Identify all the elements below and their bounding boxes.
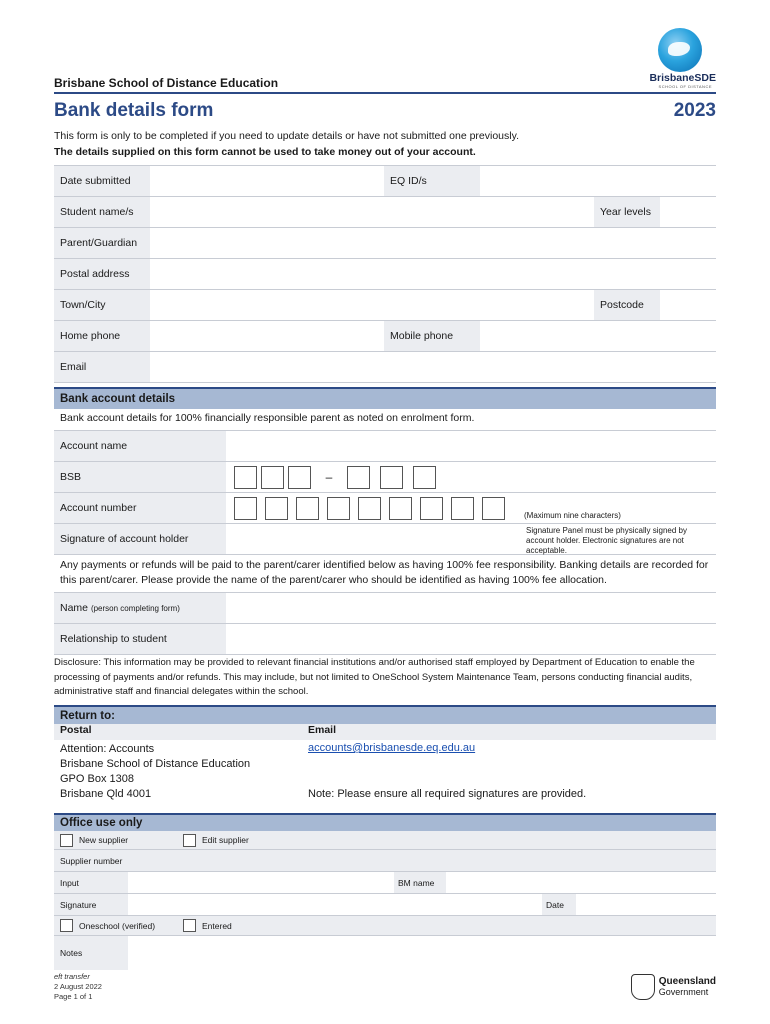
signatures-note: Note: Please ensure all required signatures are provided. [308,788,587,800]
student-details-grid [54,165,716,383]
row-bsb [54,462,716,493]
row-signature [54,524,716,555]
office-signature-field[interactable] [128,894,542,915]
school-logo [646,28,716,90]
office-grid [54,849,716,970]
supplier-number-label: Supplier number [54,850,128,871]
globe-icon [658,28,702,72]
bsb-digit-5[interactable] [380,466,403,489]
return-to-subheader [54,724,716,740]
row-account-name [54,431,716,462]
parent-guardian-label: Parent/Guardian [54,228,150,258]
form-code: eft transfer [54,972,90,981]
eq-id-field[interactable] [480,166,716,196]
form-year: 2023 [673,100,716,121]
postcode-field[interactable] [660,290,716,320]
row-relationship [54,624,716,655]
oneschool-checkbox[interactable] [60,919,73,932]
email-label: Email [54,352,150,382]
signature-note: Signature Panel must be physically signed by account holder. Electronic signatures are not acceptable. [526,526,687,555]
new-supplier-label: New supplier [79,835,129,845]
address-line: GPO Box 1308 [60,773,134,785]
notes-field[interactable] [128,936,716,970]
entered-label: Entered [202,920,232,931]
email-column-label: Email [308,724,337,736]
bm-name-field[interactable] [446,872,716,893]
intro-text: This form is only to be completed if you need to update details or have not submitted one previously. [54,130,519,142]
row-supplier-number [54,850,716,872]
account-digit-8[interactable] [451,497,474,520]
relationship-field[interactable] [226,624,716,654]
row-input [54,872,716,894]
bm-name-label: BM name [394,872,446,893]
bsb-digit-3[interactable] [288,466,311,489]
edit-supplier-checkbox[interactable] [183,834,196,847]
address-line: Brisbane Qld 4001 [60,788,152,800]
account-name-label: Account name [54,431,226,461]
form-date: 2 August 2022 [54,982,102,991]
signature-field[interactable] [226,524,520,554]
row-email [54,352,716,383]
address-line: Brisbane School of Distance Education [60,758,251,770]
row-notes [54,936,716,970]
edit-supplier-label: Edit supplier [202,835,249,845]
postal-address [60,742,250,802]
row-account-number [54,493,716,524]
student-names-label: Student name/s [54,197,150,227]
bsb-dash: – [325,470,333,484]
page-header [54,28,716,92]
bsb-digit-2[interactable] [261,466,284,489]
mobile-phone-label: Mobile phone [384,321,480,351]
account-digit-1[interactable] [234,497,257,520]
account-number-label: Account number [54,493,226,523]
office-signature-label: Signature [54,894,128,915]
postal-address-label: Postal address [54,259,150,289]
bank-details-grid [54,430,716,555]
row-phones [54,321,716,352]
bsb-digit-1[interactable] [234,466,257,489]
row-student-names [54,197,716,228]
logo-text: BrisbaneSDE [649,72,716,84]
contact-grid [54,592,716,655]
date-submitted-label: Date submitted [54,166,150,196]
logo-tagline: SCHOOL OF DISTANCE [658,84,712,89]
page-footer [54,972,102,1002]
account-digit-4[interactable] [327,497,350,520]
bank-section-heading: Bank account details [54,387,716,409]
row-postal-address [54,259,716,290]
account-digit-2[interactable] [265,497,288,520]
payments-note: Any payments or refunds will be paid to the parent/carer identified below as having 100% fee responsibility. Banking details are recorded for this parent/carer. Please provide the name of the parent/carer who should be identified as having 100% fee allocation. [60,559,709,586]
input-field[interactable] [128,872,394,893]
name-label [54,593,226,623]
mobile-phone-field[interactable] [480,321,716,351]
warning-text: The details supplied on this form cannot be used to take money out of your account. [54,146,476,158]
office-supplier-row [54,831,716,849]
account-digit-3[interactable] [296,497,319,520]
school-name: Brisbane School of Distance Education [54,76,279,90]
notes-label: Notes [54,936,128,970]
name-label-sub: (person completing form) [90,603,180,613]
town-city-field[interactable] [150,290,594,320]
student-names-field[interactable] [150,197,594,227]
office-date-label: Date [542,894,576,915]
supplier-number-field[interactable] [128,850,716,871]
office-date-field[interactable] [576,894,716,915]
bsb-label: BSB [54,462,226,492]
row-town-city [54,290,716,321]
date-submitted-field[interactable] [150,166,384,196]
new-supplier-checkbox[interactable] [60,834,73,847]
crest-icon [631,974,655,1000]
postcode-label: Postcode [594,290,660,320]
gov-sub: Government [658,987,709,997]
account-digit-5[interactable] [358,497,381,520]
qld-government-logo [631,974,716,1000]
return-email-link[interactable]: accounts@brisbanesde.eq.edu.au [308,742,476,754]
bsb-field [226,462,716,492]
account-digit-9[interactable] [482,497,505,520]
email-field[interactable] [150,352,716,382]
address-line: Attention: Accounts [60,743,155,755]
row-oneschool [54,916,716,936]
account-name-field[interactable] [226,431,716,461]
home-phone-label: Home phone [54,321,150,351]
year-levels-label: Year levels [594,197,660,227]
disclosure-text: Disclosure: This information may be provided to relevant financial institutions and/or authorised staff employed by Department of Education to enable the processing of payments and/or refunds. This may include, but not limited to OneSchool System Maintenance Team, persons conducting financial audits, administrative staff and financial delegates within the school. [54,657,695,697]
row-office-signature [54,894,716,916]
account-number-field [226,493,716,523]
oneschool-label: Oneschool (verified) [79,920,156,931]
signature-label: Signature of account holder [54,524,226,554]
relationship-label: Relationship to student [54,624,226,654]
postal-label: Postal [60,724,92,736]
home-phone-field[interactable] [150,321,384,351]
row-name [54,593,716,624]
postal-address-field[interactable] [150,259,716,289]
account-digit-7[interactable] [420,497,443,520]
name-field[interactable] [226,593,716,623]
town-city-label: Town/City [54,290,150,320]
header-divider [54,92,716,94]
gov-name: Queensland [658,976,716,987]
bsb-digit-4[interactable] [347,466,370,489]
max-chars-note: (Maximum nine characters) [524,511,621,520]
eq-id-label: EQ ID/s [384,166,480,196]
page-number: Page 1 of 1 [54,992,93,1001]
bank-description: Bank account details for 100% financially responsible parent as noted on enrolment form. [60,412,475,424]
page-title: Bank details form [54,100,214,121]
bsb-digit-6[interactable] [413,466,436,489]
account-digit-6[interactable] [389,497,412,520]
return-to-heading: Return to: [54,705,716,724]
input-label: Input [54,872,128,893]
entered-checkbox[interactable] [183,919,196,932]
year-levels-field[interactable] [660,197,716,227]
parent-guardian-field[interactable] [150,228,716,258]
name-label-text: Name [60,602,89,614]
office-use-heading: Office use only [54,813,716,831]
row-date-submitted [54,166,716,197]
row-parent-guardian [54,228,716,259]
